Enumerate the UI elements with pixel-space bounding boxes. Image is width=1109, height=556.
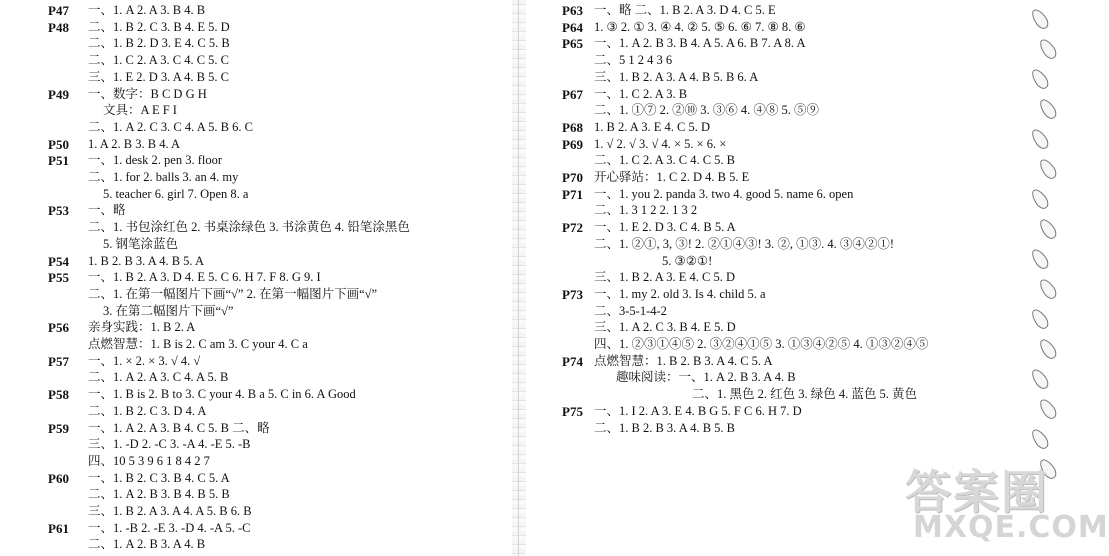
page-number-label: P55 [48,270,69,286]
page-fold-divider [512,0,526,556]
answer-line [0,2,508,19]
answer-text: 四、10 5 3 9 6 1 8 4 2 7 [88,453,210,468]
answer-line [536,353,1006,370]
answer-text: 点燃智慧：1. B 2. B 3. A 4. C 5. A [594,353,773,368]
answer-text: 二、1. A 2. A 3. C 4. A 5. B [88,370,229,385]
answer-text: 一、略 [88,203,126,218]
answer-line [536,369,1006,386]
leaf-decoration-icon [1037,397,1059,422]
answer-line [536,19,1006,36]
answer-line [536,169,1006,186]
page-number-label: P47 [48,3,69,18]
answer-line [0,169,508,186]
page-number-label: P60 [48,470,69,486]
page-number-label: P57 [48,353,69,369]
answer-text: 1. ③ 2. ① 3. ④ 4. ② 5. ⑤ 6. ⑥ 7. ⑧ 8. ⑥ [594,19,806,34]
page-number-label: P70 [562,170,583,185]
answer-line [536,253,1006,270]
answer-line [0,202,508,219]
answer-text: 5. ③②①! [662,253,713,268]
answer-text: 一、略 二、1. B 2. A 3. D 4. C 5. E [594,3,776,17]
answer-line [0,319,508,336]
answer-text: 二、1. A 2. B 3. A 4. B [88,537,206,552]
answer-text: 一、1. B is 2. B to 3. C your 4. B a 5. C in 6. A Good [88,387,356,402]
answer-text: 二、1. 3 1 2 2. 1 3 2 [594,203,698,218]
answer-line [0,35,508,52]
answer-text: 开心驿站：1. C 2. D 4. B 5. E [594,170,750,184]
answer-text: 一、1. -B 2. -E 3. -D 4. -A 5. -C [88,520,251,535]
answer-text: 点燃智慧：1. B is 2. C am 3. C your 4. C a [88,337,308,351]
answer-line [536,319,1006,336]
page-number-label: P50 [48,136,69,152]
page-number-label: P64 [562,19,583,35]
watermark-url: MXQE.COM [913,510,1109,545]
answer-text: 二、1. 书包涂红色 2. 书桌涂绿色 3. 书涂黄色 4. 铅笔涂黑色 [88,220,410,235]
answer-text: 文具：A E F I [103,103,177,118]
answer-line [536,52,1006,69]
answer-line [0,403,508,420]
answer-line [536,69,1006,86]
page-number-label: P53 [48,203,69,219]
answer-text: 三、1. B 2. A 3. E 4. C 5. D [594,270,735,285]
page-number-label: P48 [48,19,69,35]
answer-line [0,119,508,136]
answer-line [0,336,508,353]
answer-text: 二、1. ①⑦ 2. ②⑩ 3. ③⑥ 4. ④⑧ 5. ⑤⑨ [594,103,820,118]
answer-text: 1. B 2. A 3. E 4. C 5. D [594,119,710,134]
answer-text: 5. teacher 6. girl 7. Open 8. a [103,186,249,201]
answer-text: 三、1. E 2. D 3. A 4. B 5. C [88,69,229,84]
page-number-label: P51 [48,153,69,169]
answer-text: 二、1. B 2. C 3. B 4. E 5. D [88,19,230,34]
answer-text: 三、1. -D 2. -C 3. -A 4. -E 5. -B [88,437,251,452]
answer-text: 三、1. B 2. A 3. A 4. A 5. B 6. B [88,504,252,518]
answer-line [536,269,1006,286]
answer-line [0,52,508,69]
page-number-label: P67 [562,86,583,102]
answer-text: 一、1. B 2. A 3. D 4. E 5. C 6. H 7. F 8. G 9. I [88,270,321,285]
page-number-label: P71 [562,186,583,202]
answer-line [0,453,508,470]
answer-text: 1. B 2. B 3. A 4. B 5. A [88,253,204,268]
leaf-decoration-icon [1037,157,1059,182]
page-number-label: P75 [562,403,583,419]
answer-line [0,86,508,103]
answer-text: 1. A 2. B 3. B 4. A [88,136,181,151]
leaf-decoration-icon [1029,7,1051,32]
leaf-decoration-icon [1029,187,1051,212]
answer-text: 三、1. A 2. C 3. B 4. E 5. D [594,320,736,335]
leaf-decoration-icon [1037,37,1059,62]
answer-line [0,136,508,153]
answer-line [0,503,508,520]
answer-line [536,35,1006,52]
leaf-decoration-icon [1029,127,1051,152]
page-number-label: P56 [48,320,69,336]
answer-line [0,386,508,403]
answer-line [536,303,1006,320]
answer-text: 一、1. my 2. old 3. Is 4. child 5. a [594,286,766,301]
page-number-label: P74 [562,353,583,369]
answer-line [536,119,1006,136]
answer-line [0,186,508,203]
answer-text: 一、数字：B C D G H [88,86,207,101]
leaf-decoration-icon [1029,427,1051,452]
answer-text: 二、1. A 2. C 3. C 4. A 5. B 6. C [88,119,253,134]
leaf-decoration-icon [1037,337,1059,362]
answer-line [0,303,508,320]
answer-line [536,386,1006,403]
answer-line [536,152,1006,169]
answer-text: 一、1. C 2. A 3. B [594,86,688,101]
answer-text: 二、1. A 2. B 3. B 4. B 5. B [88,487,230,502]
answer-text: 二、1. B 2. B 3. A 4. B 5. B [594,420,735,435]
answer-line [0,536,508,553]
answer-text: 1. √ 2. √ 3. √ 4. × 5. × 6. × [594,136,727,151]
answer-line [0,436,508,453]
answer-text: 二、1. C 2. A 3. C 4. C 5. C [88,53,229,68]
answer-text: 二、1. C 2. A 3. C 4. C 5. B [594,153,735,168]
answer-text: 二、5 1 2 4 3 6 [594,53,673,68]
answer-line [536,136,1006,153]
watermark-logo [905,456,1109,552]
answer-line [536,102,1006,119]
leaf-decoration-icon [1037,217,1059,242]
answer-line [0,486,508,503]
page-number-label: P73 [562,286,583,302]
leaf-decoration-icon [1029,247,1051,272]
answer-text: 一、1. A 2. A 3. B 4. C 5. B 二、略 [88,420,270,435]
answer-line [0,69,508,86]
answer-line [0,152,508,169]
answer-text: 二、1. ②①, 3, ③! 2. ②①④③! 3. ②, ①③. 4. ③④②①! [594,236,894,251]
answer-text: 二、1. for 2. balls 3. an 4. my [88,170,239,184]
answer-text: 亲身实践：1. B 2. A [88,320,196,335]
page-number-label: P68 [562,119,583,135]
answer-text: 四、1. ②③①④⑤ 2. ③②④①⑤ 3. ①③④②⑤ 4. ①③②④⑤ [594,337,929,351]
answer-text: 三、1. B 2. A 3. A 4. B 5. B 6. A [594,69,759,84]
page-number-label: P59 [48,420,69,436]
answer-text: 一、1. A 2. A 3. B 4. B [88,3,206,17]
answer-text: 一、1. desk 2. pen 3. floor [88,153,223,168]
leaf-decoration-icon [1029,67,1051,92]
page-number-label: P54 [48,253,69,269]
answer-line [0,520,508,537]
answer-text: 二、1. B 2. D 3. E 4. C 5. B [88,36,230,51]
answer-text: 趣味阅读：一、1. A 2. B 3. A 4. B [616,370,796,385]
answer-line [0,102,508,119]
answer-text: 一、1. E 2. D 3. C 4. B 5. A [594,220,736,235]
watermark-logo-text: 答案圈 [905,465,1049,519]
answer-text: 一、1. × 2. × 3. √ 4. √ [88,353,201,368]
leaf-decoration-icon [1029,367,1051,392]
answer-line [536,236,1006,253]
answer-line [0,219,508,236]
page-number-label: P63 [562,3,583,18]
answer-line [536,286,1006,303]
answer-text: 二、1. 在第一幅图片下画“√” 2. 在第一幅图片下画“√” [88,286,378,301]
answer-line [0,253,508,270]
answer-line [0,19,508,36]
leaf-decoration-icon [1037,277,1059,302]
answer-text: 二、1. 黑色 2. 红色 3. 绿色 4. 蓝色 5. 黄色 [692,387,918,402]
page-number-label: P65 [562,36,583,52]
page-number-label: P49 [48,86,69,102]
answer-line [536,86,1006,103]
answer-line [536,420,1006,437]
answer-text: 一、1. you 2. panda 3. two 4. good 5. name 6. open [594,186,854,201]
answer-text: 一、1. A 2. B 3. B 4. A 5. A 6. B 7. A 8. A [594,36,806,51]
answer-line [536,336,1006,353]
answer-line [536,186,1006,203]
answer-line [0,269,508,286]
page-number-label: P58 [48,387,69,403]
leaf-decoration-icon [1029,307,1051,332]
answer-line [536,403,1006,420]
page-number-label: P69 [562,136,583,152]
page-number-label: P61 [48,520,69,536]
answer-line [536,219,1006,236]
answer-text: 二、3-5-1-4-2 [594,303,667,318]
answer-text: 一、1. B 2. C 3. B 4. C 5. A [88,470,230,485]
leaf-decoration-icon [1037,97,1059,122]
answer-line [0,353,508,370]
answer-line [536,202,1006,219]
answer-line [0,420,508,437]
answer-text: 一、1. I 2. A 3. E 4. B G 5. F C 6. H 7. D [594,403,802,418]
answer-line [536,2,1006,19]
answer-line [0,236,508,253]
answer-text: 5. 钢笔涂蓝色 [103,236,179,251]
answer-text: 3. 在第二幅图片下画“√” [103,303,234,318]
answer-text: 二、1. B 2. C 3. D 4. A [88,403,207,418]
page-number-label: P72 [562,220,583,236]
answer-line [0,286,508,303]
answer-line [0,470,508,487]
answer-line [0,369,508,386]
